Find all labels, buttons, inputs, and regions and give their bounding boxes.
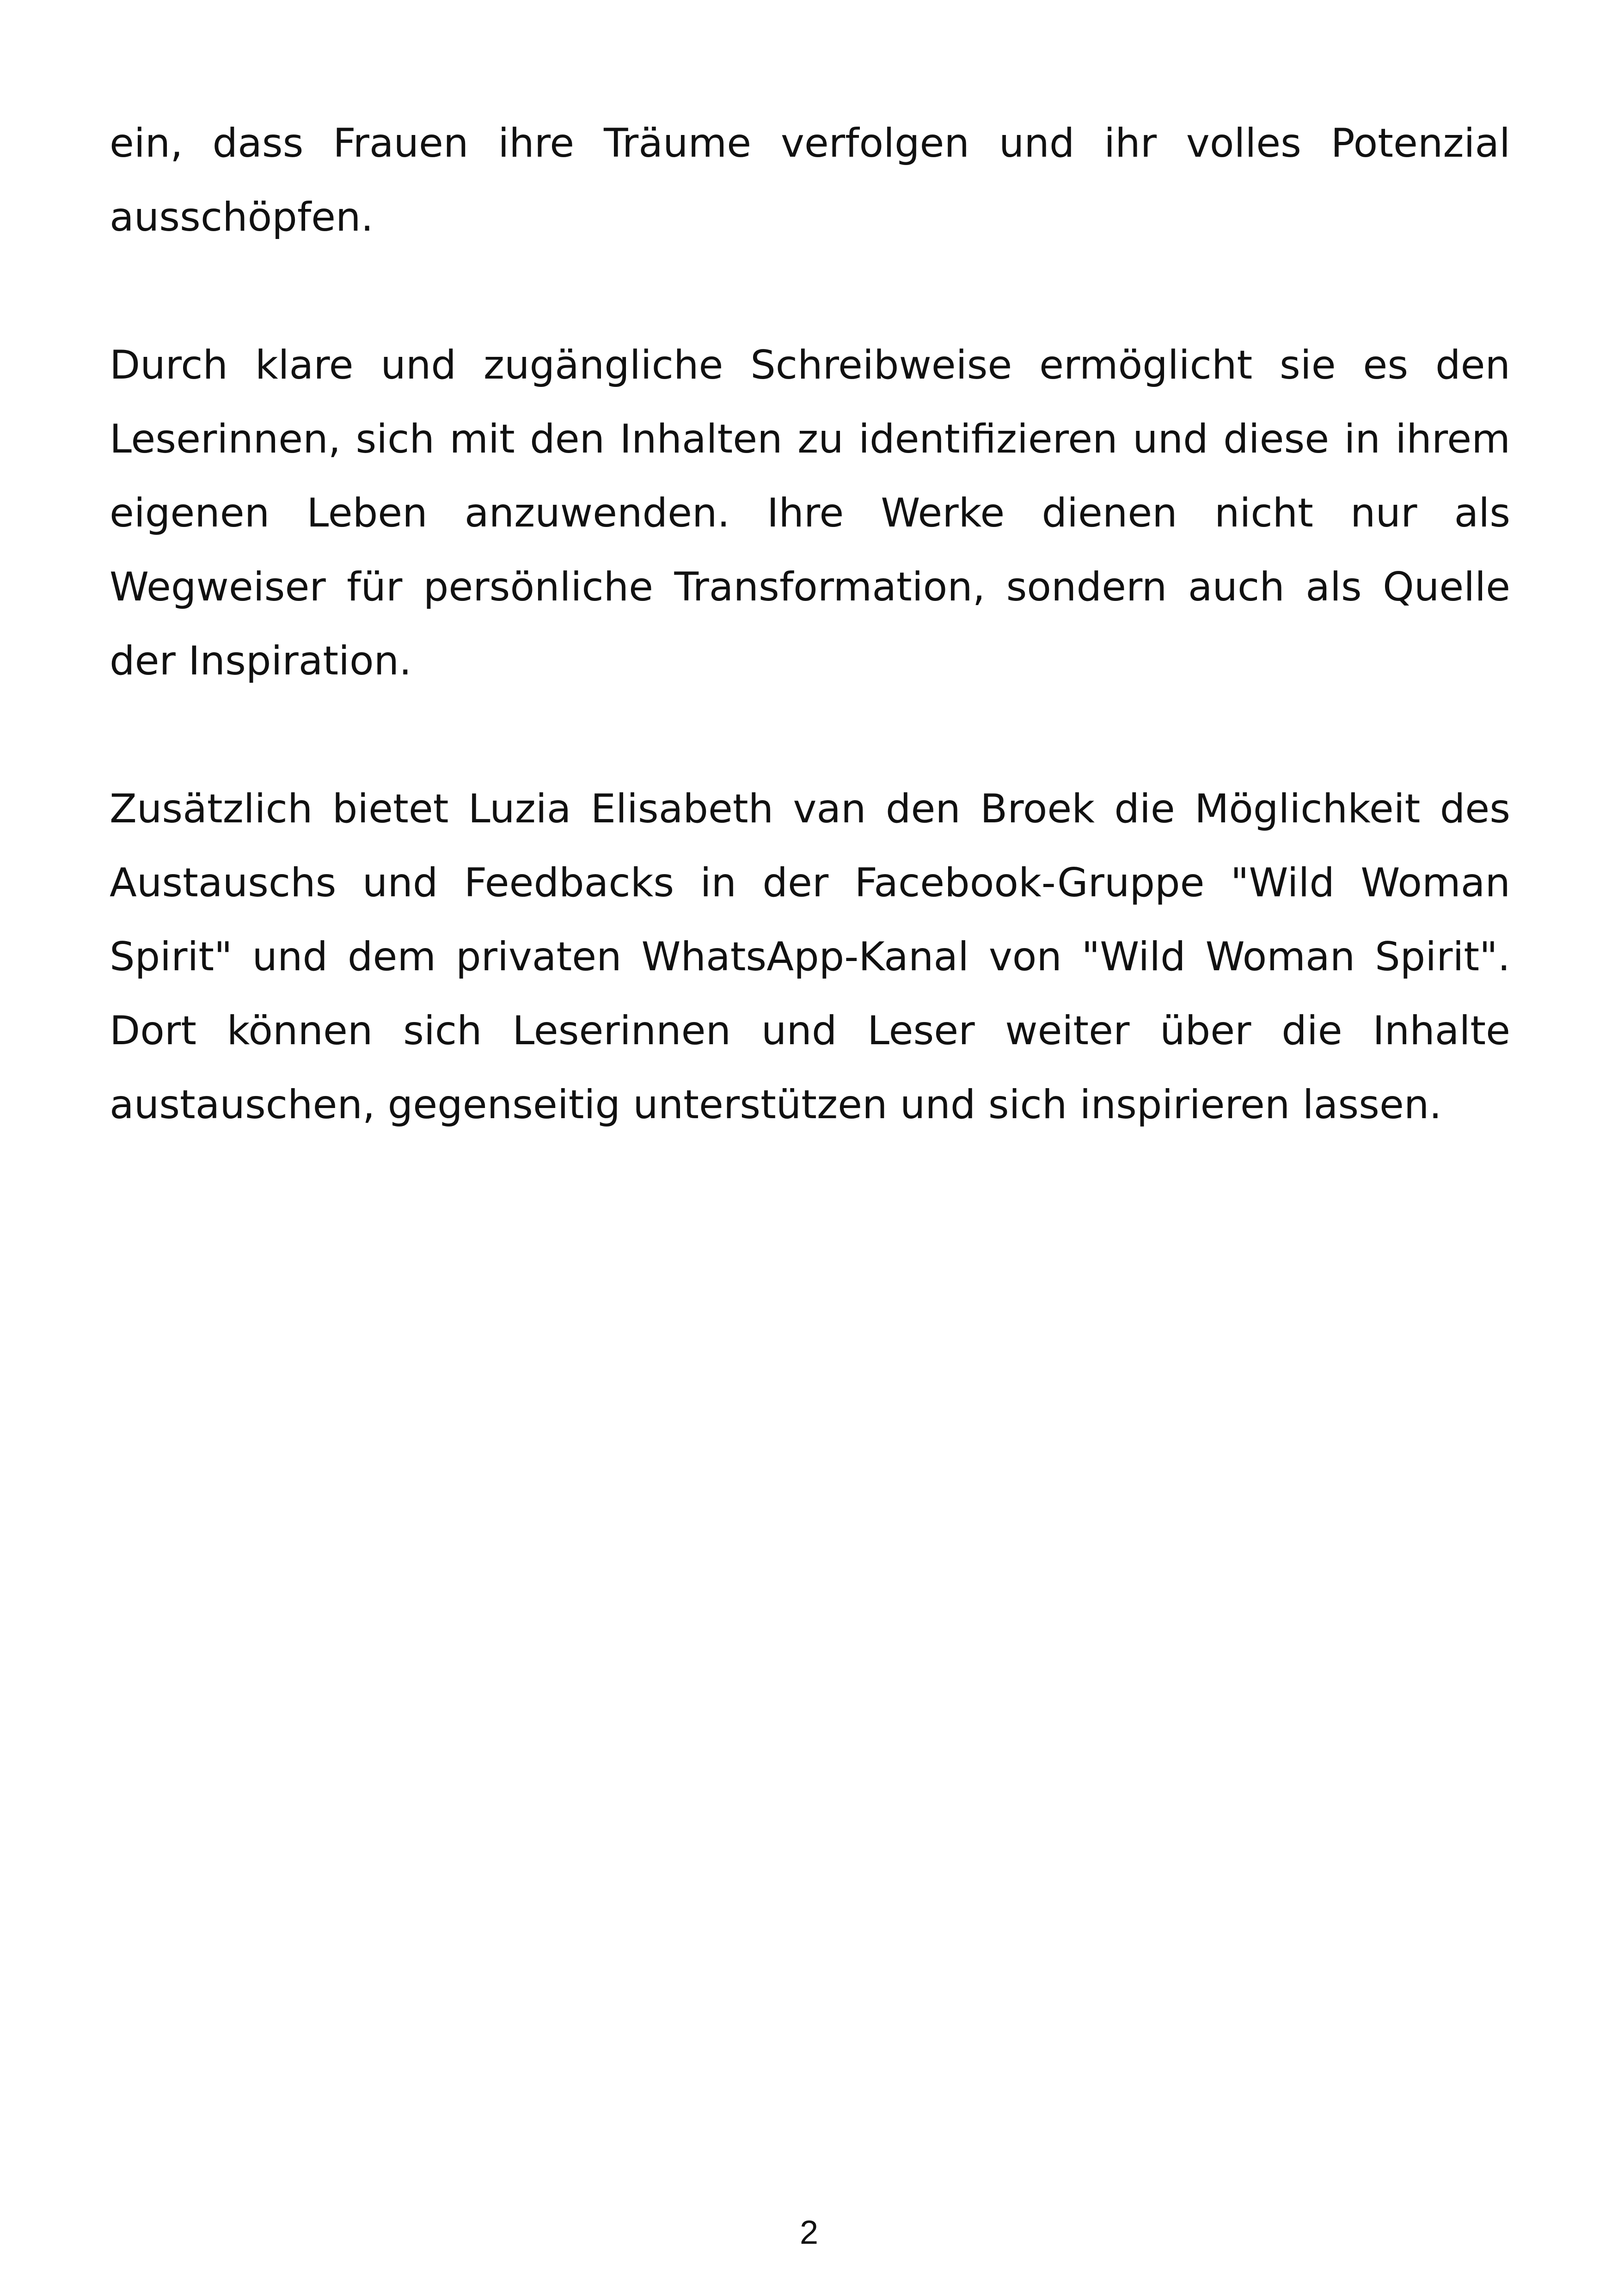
page-number: 2 [799,2214,819,2251]
body-text [110,106,1510,1142]
paragraph-1: ein, dass Frauen ihre Träume verfolgen und ihr volles Potenzial ausschöpfen. [110,120,1510,240]
paragraph-3: Zusätzlich bietet Luzia Elisabeth van den Broek die Möglichkeit des Austauschs und Feedbacks in der Facebook-Gruppe "Wild Woman Spirit" und dem privaten WhatsApp-Kanal von "Wild Woman Spirit". Dort können sich Leserinnen und Leser weiter über die Inhalte austauschen, gegenseitig unterstützen und sich inspirieren lassen. [110,786,1510,1128]
paragraph-2: Durch klare und zugängliche Schreibweise ermöglicht sie es den Leserinnen, sich mit den Inhalten zu identifizieren und diese in ihrem eigenen Leben anzuwenden. Ihre Werke dienen nicht nur als Wegweiser für persönliche Transformation, sondern auch als Quelle der Inspiration. [110,342,1510,684]
